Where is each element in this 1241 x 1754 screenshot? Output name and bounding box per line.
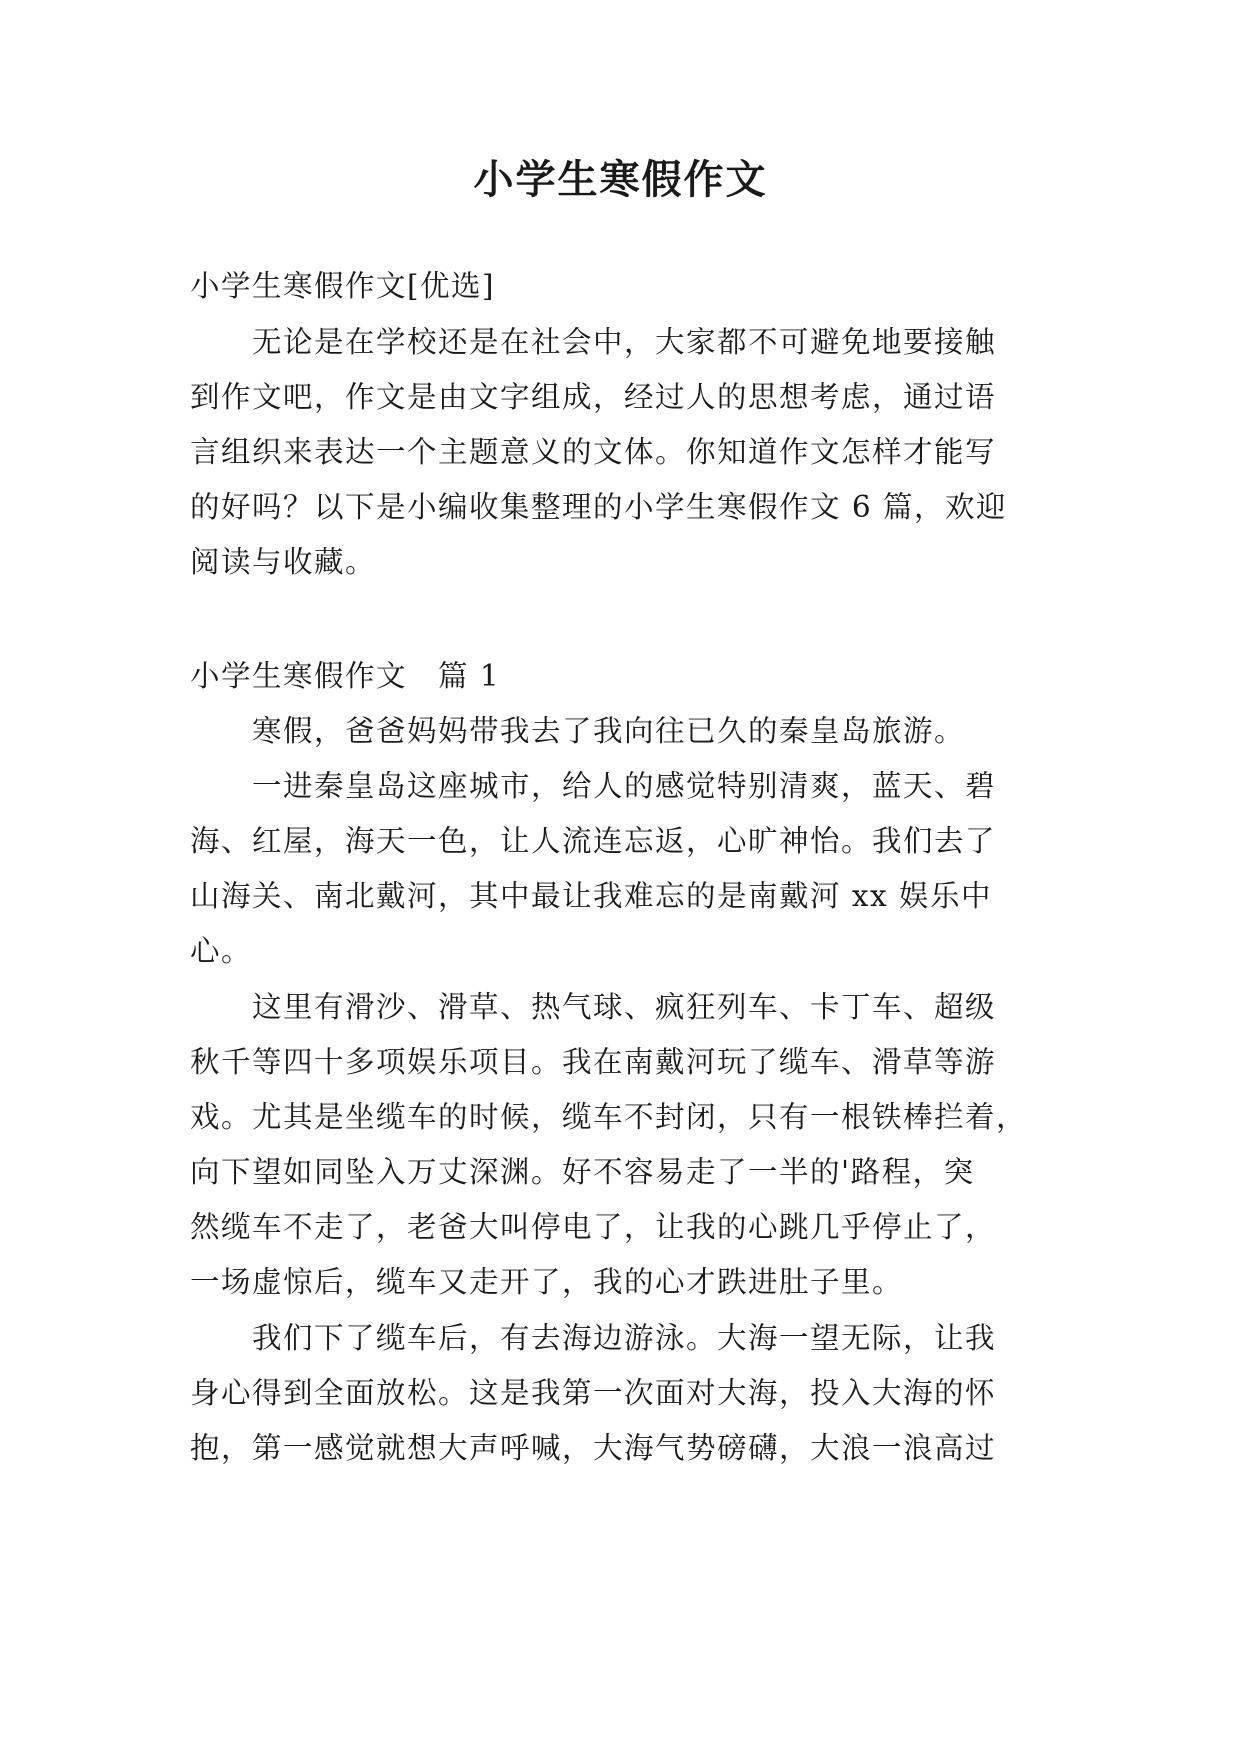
paragraph-line: 阅读与收藏。 xyxy=(190,545,377,579)
paragraph-line: 戏。尤其是坐缆车的时候，缆车不封闭，只有一根铁棒拦着， xyxy=(190,1100,1028,1134)
paragraph-line: 一场虚惊后，缆车又走开了，我的心才跌进肚子里。 xyxy=(190,1265,904,1299)
paragraph-line: 无论是在学校还是在社会中，大家都不可避免地要接触 xyxy=(190,325,997,359)
paragraph-line: 秋千等四十多项娱乐项目。我在南戴河玩了缆车、滑草等游 xyxy=(190,1045,997,1079)
paragraph-line: 心。 xyxy=(190,934,253,968)
paragraph-line: 抱，第一感觉就想大声呼喊，大海气势磅礴，大浪一浪高过 xyxy=(190,1431,997,1465)
paragraph-line: 然缆车不走了，老爸大叫停电了，让我的心跳几乎停止了， xyxy=(190,1210,997,1244)
paragraph-line: 身心得到全面放松。这是我第一次面对大海，投入大海的怀 xyxy=(190,1376,997,1410)
paragraph-line: 海、红屋，海天一色，让人流连忘返，心旷神怡。我们去了 xyxy=(190,824,997,858)
subtitle-line: 小学生寒假作文[优选] xyxy=(190,269,496,303)
paragraph-line: 寒假，爸爸妈妈带我去了我向往已久的秦皇岛旅游。 xyxy=(190,714,966,748)
paragraph-line: 的好吗？以下是小编收集整理的小学生寒假作文 6 篇，欢迎 xyxy=(190,490,1008,524)
paragraph-line: 我们下了缆车后，有去海边游泳。大海一望无际，让我 xyxy=(190,1321,997,1355)
paragraph-line: 向下望如同坠入万丈深渊。好不容易走了一半的'路程，突 xyxy=(190,1155,975,1189)
paragraph-line: 山海关、南北戴河，其中最让我难忘的是南戴河 xx 娱乐中 xyxy=(190,879,993,913)
paragraph-line: 到作文吧，作文是由文字组成，经过人的思想考虑，通过语 xyxy=(190,380,997,414)
document-title: 小学生寒假作文 xyxy=(473,156,768,203)
paragraph-line: 一进秦皇岛这座城市，给人的感觉特别清爽，蓝天、碧 xyxy=(190,769,997,803)
section-heading: 小学生寒假作文 篇 1 xyxy=(190,659,501,693)
paragraph-line: 言组织来表达一个主题意义的文体。你知道作文怎样才能写 xyxy=(190,435,997,469)
paragraph-line: 这里有滑沙、滑草、热气球、疯狂列车、卡丁车、超级 xyxy=(190,990,997,1024)
